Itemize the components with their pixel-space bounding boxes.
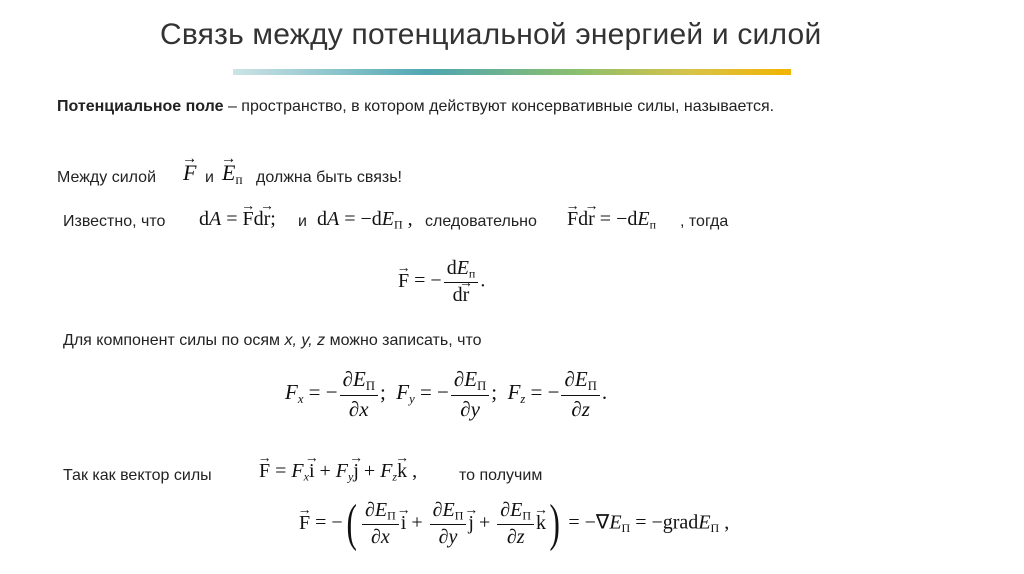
definition-term: Потенциальное поле — [57, 98, 224, 115]
title-underline — [233, 69, 791, 75]
force-vector-symbol: → F — [183, 160, 196, 186]
energy-vector-symbol: → $E_п$ — [222, 160, 243, 188]
components-text-2: можно записать, что — [329, 332, 482, 349]
formula-gradient-final: → F = −( $\frac{\partial E_П}{\partial x}$ → i + $\frac{\partial E_П}{\partial y}$ → j + $\frac{\partial E_П}{\partial z}$ → $k) = -\nabla E_П$ = −gradE$_П$ , — [299, 498, 729, 550]
formula-force-gradient: → F = − $\frac{dE_п}{d\to r}$ . — [398, 258, 485, 306]
components-axes: x, y, z — [284, 332, 326, 349]
link-text-2: должна быть связь! — [256, 169, 402, 186]
formula-force-energy: → $Fd\to r = -dE_п$ — [567, 208, 656, 233]
formula-force-components: $F_x$ = − $\frac{\partial E_П}{\partial x}$ ; $F_y$ = − $\frac{\partial E_П}{\partial y}$ ; $F_z$ = − $\frac{\partial E_П}{\partial z}$ . — [285, 367, 608, 421]
known-and: и — [298, 213, 307, 230]
known-hence: следовательно — [425, 213, 537, 230]
known-then: , тогда — [680, 213, 729, 230]
link-text-and: и — [205, 169, 214, 186]
vector-text: Так как вектор силы — [63, 467, 212, 484]
definition-text: – пространство, в котором действуют консервативные силы, называется. — [223, 98, 775, 115]
formula-work-force: dA = → Fd→ r; — [199, 208, 276, 231]
components-line — [63, 332, 481, 350]
formula-work-energy: dA = $-dE_П$ , — [317, 208, 413, 232]
formula-force-vector: → $F = F_x\to i + F_y\to j + F_z\to k$ , — [259, 460, 417, 485]
vector-result: то получим — [459, 467, 543, 484]
components-text-1: Для компонент силы по осям — [63, 332, 281, 349]
definition-line — [57, 98, 774, 116]
known-text: Известно, что — [63, 213, 166, 230]
slide-title: Связь между потенциальной энергией и силой — [160, 18, 822, 51]
link-text-1: Между силой — [57, 169, 156, 186]
